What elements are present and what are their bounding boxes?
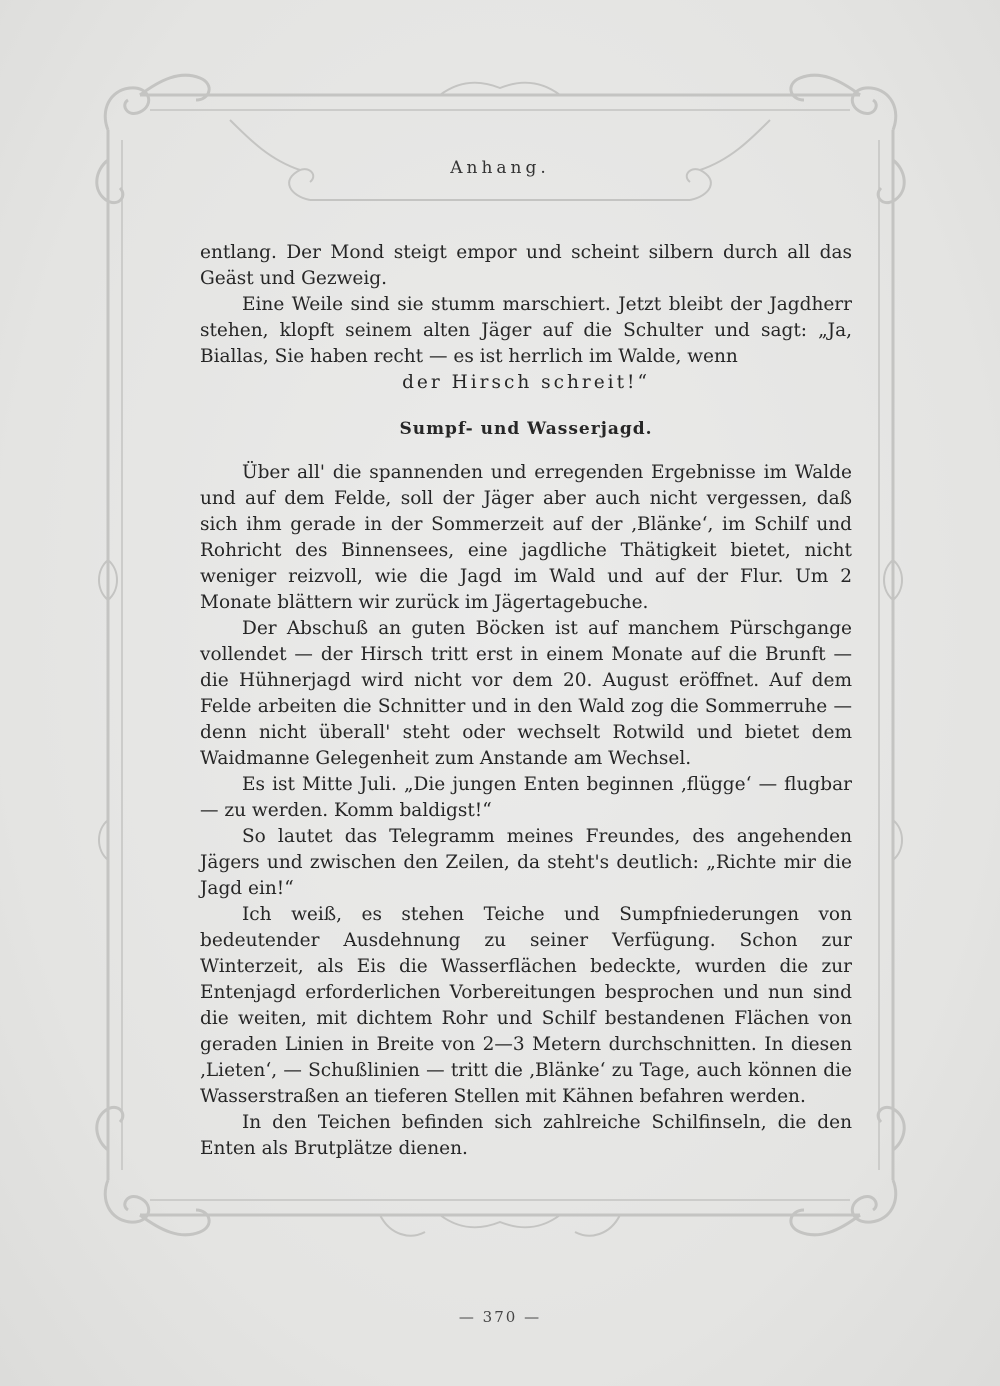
paragraph-centered: der Hirsch schreit!“ [402, 372, 650, 393]
running-header: Anhang. [450, 158, 550, 178]
body-text [200, 240, 852, 1162]
paragraph: Ich weiß, es stehen Teiche und Sumpfniederungen von bedeutender Ausdehnung zu seiner Verfügung. Schon zur Winterzeit, als Eis die Wasserflächen bedeckte, wurden die zur Entenjagd erforderlichen Vorbereitungen besprochen und nun sind die weiten, mit dichtem Rohr und Schilf bestandenen Flächen von geraden Linien in Breite von 2—3 Metern durchschnitten. In diesen ‚Lieten‘, — Schußlinien — tritt die ‚Blänke‘ zu Tage, auch können die Wasserstraßen an tieferen Stellen mit Kähnen befahren werden. [200, 904, 852, 1107]
paragraph: Über all' die spannenden und erregenden Ergebnisse im Walde und auf dem Felde, soll der Jäger aber auch nicht vergessen, daß sich ihm gerade in der Sommerzeit auf der ‚Blänke‘, im Schilf und Rohricht des Binnensees, eine jagdliche Thätigkeit bietet, nicht weniger reizvoll, wie die Jagd im Wald und auf der Flur. Um 2 Monate blättern wir zurück im Jägertagebuche. [200, 462, 852, 613]
paragraph: Der Abschuß an guten Böcken ist auf manchem Pürschgange vollendet — der Hirsch tritt erst in einem Monate auf die Brunft — die Hühnerjagd wird nicht vor dem 20. August eröffnet. Auf dem Felde arbeiten die Schnitter und in den Wald zog die Sommerruhe — denn nicht überall' steht oder wechselt Rotwild und bietet dem Waidmanne Gelegenheit zum Anstande am Wechsel. [200, 618, 852, 769]
paragraph: Es ist Mitte Juli. „Die jungen Enten beginnen ‚flügge‘ — flugbar — zu werden. Komm baldigst!“ [200, 774, 852, 821]
section-heading: Sumpf- und Wasserjagd. [399, 419, 653, 439]
page-number: — 370 — [458, 1308, 542, 1326]
paragraph: entlang. Der Mond steigt empor und scheint silbern durch all das Geäst und Gezweig. [200, 242, 852, 289]
paragraph: In den Teichen befinden sich zahlreiche Schilfinseln, die den Enten als Brutplätze dienen. [200, 1112, 852, 1159]
paragraph: So lautet das Telegramm meines Freundes, des angehenden Jägers und zwischen den Zeilen, da steht's deutlich: „Richte mir die Jagd ein!“ [200, 826, 852, 899]
paragraph: Eine Weile sind sie stumm marschiert. Jetzt bleibt der Jagdherr stehen, klopft seinem alten Jäger auf die Schulter und sagt: „Ja, Biallas, Sie haben recht — es ist herrlich im Walde, wenn [200, 294, 852, 367]
